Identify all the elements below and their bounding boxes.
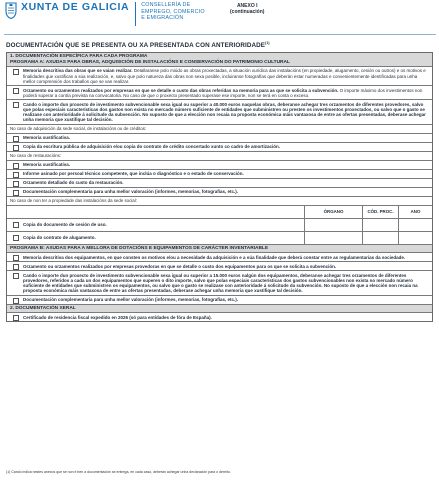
item-bold-text: Documentación complementaria para unha mellor valoración (informes, memorias, fotografías, etc.). [23, 297, 239, 303]
annex-subtitle: (continuación) [230, 9, 265, 15]
item-bold-text: Cando o importe dun proxecto de investimento subvencionable sexa igual ou superior a 15.000 euros nalgún dos equipamentos, deberanse achegar tres orzamentos de diferentes provedores, referidos a cada un dos equipamentos que superen o dito importe, salvo que polas especiais características dos gastos subvencionables non exista no mercado número suficiente de entidades que subministren os equipamentos, ou salvo que o gasto se realizase con anterioridade á solicitude da subvención. No suposto de que a elección non recaia na proposta económica máis vantaxosa de entre as ofertas presentadas, deberase achegar unha memoria que xustifique tal decisión. [23, 272, 418, 294]
checklist-text [23, 100, 432, 123]
checklist-row [7, 296, 432, 305]
checklist-row [7, 271, 432, 295]
checklist-text [23, 253, 432, 261]
item-bold-text: Copia do contrato de alugamento. [23, 235, 96, 241]
item-bold-text: Cando o importe dun proxecto de investimento subvencionable sexa igual ou superior a 40.000 euros naquelas obras, deberanse achegar tres orzamentos de diferentes provedores, salvo que polas especiais características dos gastos non exista no mercado número suficiente de entidades que subministren ou presten os investimentos proxectados, ou salvo que o gasto se realizase con anterioridade á solicitude da subvención. No suposto de que a elección non recaia na proposta económica máis vantaxosa de entre as ofertas presentadas, deberase achegar unha memoria que xustifique tal decisión. [23, 101, 426, 123]
checkbox[interactable] [13, 273, 19, 279]
proc-code-input[interactable] [362, 232, 398, 244]
checklist-text [23, 161, 432, 169]
grid-header-row [7, 206, 432, 219]
checklist-text [23, 188, 432, 196]
document-title-footnote-ref: (1) [265, 41, 270, 45]
checklist-row [7, 188, 432, 197]
checklist-text [23, 262, 432, 270]
checkbox[interactable] [13, 264, 19, 270]
page-header [0, 0, 439, 34]
header-rule [4, 34, 436, 35]
ownership-note: No caso de non ter a propiedade das instalacións da sede social: [7, 197, 432, 206]
checklist-row [7, 179, 432, 188]
checklist-row [7, 170, 432, 179]
checkbox[interactable] [13, 136, 19, 142]
column-header-proc-code: CÓD. PROC. [362, 206, 398, 218]
checklist-text [23, 234, 304, 242]
department-name [141, 2, 205, 22]
item-bold-text: Orzamento ou orzamentos realizados por empresas provedoras en que se detalle o custo dos equipamentos para os que se solicita a subvención. [23, 263, 337, 269]
checklist-row [7, 262, 432, 271]
department-line-1: CONSELLERÍA DE [141, 2, 191, 8]
footnote: (1) Cando indica nestes anexos que se non é ben a documentación se entrega, en cada caso, deberán achegar unha declaración para o dereito. [6, 470, 231, 474]
checklist-text [23, 313, 432, 321]
checklist-text [23, 134, 432, 142]
program-b-header: PROGRAMA B: AXUDAS PARA A MELLORA DE DOTACIÓNS E EQUIPAMENTOS DE CARÁCTER INVENTARIABLE [7, 245, 432, 254]
item-bold-text: Memoria descritiva das obras que se vaian realizar. [23, 68, 133, 74]
item-text: Detallaranse polo miúdo as obras proxectadas, a situación xurídica das instalacións (en propiedade, alugamento, cesión ou outros) e os motivos e finalidades que xustifican a súa realización, e, salvo que polo natureza das obras non sexa posible, incluiranse fotografías que deberán estar numeradas e convenientemente identificadas para unha mellor comprensión dos traballos que se van realizar. [23, 68, 426, 84]
checklist-text [23, 271, 432, 294]
checkbox[interactable] [13, 102, 19, 108]
checklist-row [7, 313, 432, 321]
proc-code-input[interactable] [362, 219, 398, 231]
checklist-text [23, 179, 432, 187]
item-bold-text: Memoria xustificativa. [23, 135, 71, 141]
header-divider [135, 2, 136, 26]
checklist-text [23, 170, 432, 178]
checklist-row [7, 67, 432, 86]
checklist-row [7, 86, 432, 100]
coat-of-arms-icon [5, 2, 17, 19]
grid-row-lease [7, 232, 432, 245]
acquisition-note: No caso de adquisición da sede social, de instalacións ou de créditos: [7, 125, 432, 134]
item-bold-text: Orzamento ou orzamentos realizados por empresas en que se detalle o custo das obras referidas na memoria para as que se solicita a subvención. [23, 87, 339, 93]
restoration-note: No caso de restauracións: [7, 152, 432, 161]
checkbox[interactable] [13, 172, 19, 178]
org-name: XUNTA DE GALICIA [21, 1, 130, 13]
checklist-text [23, 67, 432, 85]
checkbox[interactable] [13, 255, 19, 261]
organ-input[interactable] [304, 219, 362, 231]
year-input[interactable] [398, 232, 432, 244]
item-bold-text: Informe asinado por persoal técnico competente, que inclúa o diagnóstico e o estado de conservación. [23, 171, 244, 177]
item-bold-text: Copia do documento de cesión de uso. [23, 222, 107, 228]
program-a-title: PROGRAMA A: AXUDAS PARA OBRAS, ADQUISICIÓN DE INSTALACIÓNS E CONSERVACIÓN DO PATRIMONIO CULTURAL [10, 59, 290, 65]
year-input[interactable] [398, 219, 432, 231]
department-line-2: EMPREGO, COMERCIO [141, 8, 205, 15]
checklist-row [7, 161, 432, 170]
annex-label [230, 3, 264, 15]
checklist-row [7, 100, 432, 124]
xunta-logo [5, 2, 205, 26]
checkbox[interactable] [13, 298, 19, 304]
document-title [6, 41, 270, 49]
checkbox[interactable] [13, 235, 19, 241]
item-bold-text: Certificado de residencia fiscal expedido en 2026 (só para entidades de fóra de España). [23, 314, 212, 320]
item-bold-text: Memoria xustificativa. [23, 162, 71, 168]
checkbox[interactable] [13, 163, 19, 169]
checkbox[interactable] [13, 69, 19, 75]
item-bold-text: Memoria descritiva dos equipamentos, en que consten os motivos e/ou a necesidade da adquisición e a súa finalidade que deberá constar entre as regulamentarias da sociedade. [23, 254, 406, 260]
grid-row-cession [7, 219, 432, 232]
item-bold-text: Documentación complementaria para unha mellor valoración (informes, memorias, fotografías, etc.). [23, 189, 239, 195]
annex-title: ANEXO I [236, 3, 258, 9]
checklist-row [7, 143, 432, 152]
section-2-header: 2. DOCUMENTACIÓN XERAL [7, 305, 432, 314]
checklist-text [23, 296, 432, 304]
checklist-text [23, 143, 432, 151]
checkbox[interactable] [13, 190, 19, 196]
document-title-text: DOCUMENTACIÓN QUE SE PRESENTA OU XA PRESENTADA CON ANTERIORIDADE [6, 42, 266, 50]
item-bold-text: Copia da escritura pública de adquisición e/ou copia do contrato de crédito concertado xunto co cadro de amortización. [23, 144, 281, 150]
organ-input[interactable] [304, 232, 362, 244]
item-text: O importe máximo dos investimentos non poderá superar a contía prevista na convocatoria. No caso de que o proxecto presentado superase ese importe, non se terá en conta o exceso. [23, 87, 423, 98]
documentation-table [6, 52, 433, 322]
department-line-3: E EMIGRACIÓN [141, 15, 184, 22]
checklist-row [7, 253, 432, 262]
column-header-organ: ÓRGANO [304, 206, 362, 218]
checkbox[interactable] [13, 222, 19, 228]
checklist-text [23, 86, 432, 99]
checkbox[interactable] [13, 145, 19, 151]
checklist-text [23, 221, 304, 229]
checklist-row [7, 219, 304, 231]
section-1-title: 1. DOCUMENTACIÓN ESPECÍFICA PARA CADA PROGRAMA [10, 54, 148, 59]
checklist-row [7, 134, 432, 143]
section-1-header [7, 53, 432, 67]
grid-spacer [7, 206, 304, 218]
column-header-year: ANO [398, 206, 432, 218]
checkbox[interactable] [13, 88, 19, 94]
checklist-row [7, 232, 304, 244]
item-bold-text: Orzamento detallado do custo da restauración. [23, 180, 124, 186]
checkbox[interactable] [13, 315, 19, 321]
checkbox[interactable] [13, 181, 19, 187]
